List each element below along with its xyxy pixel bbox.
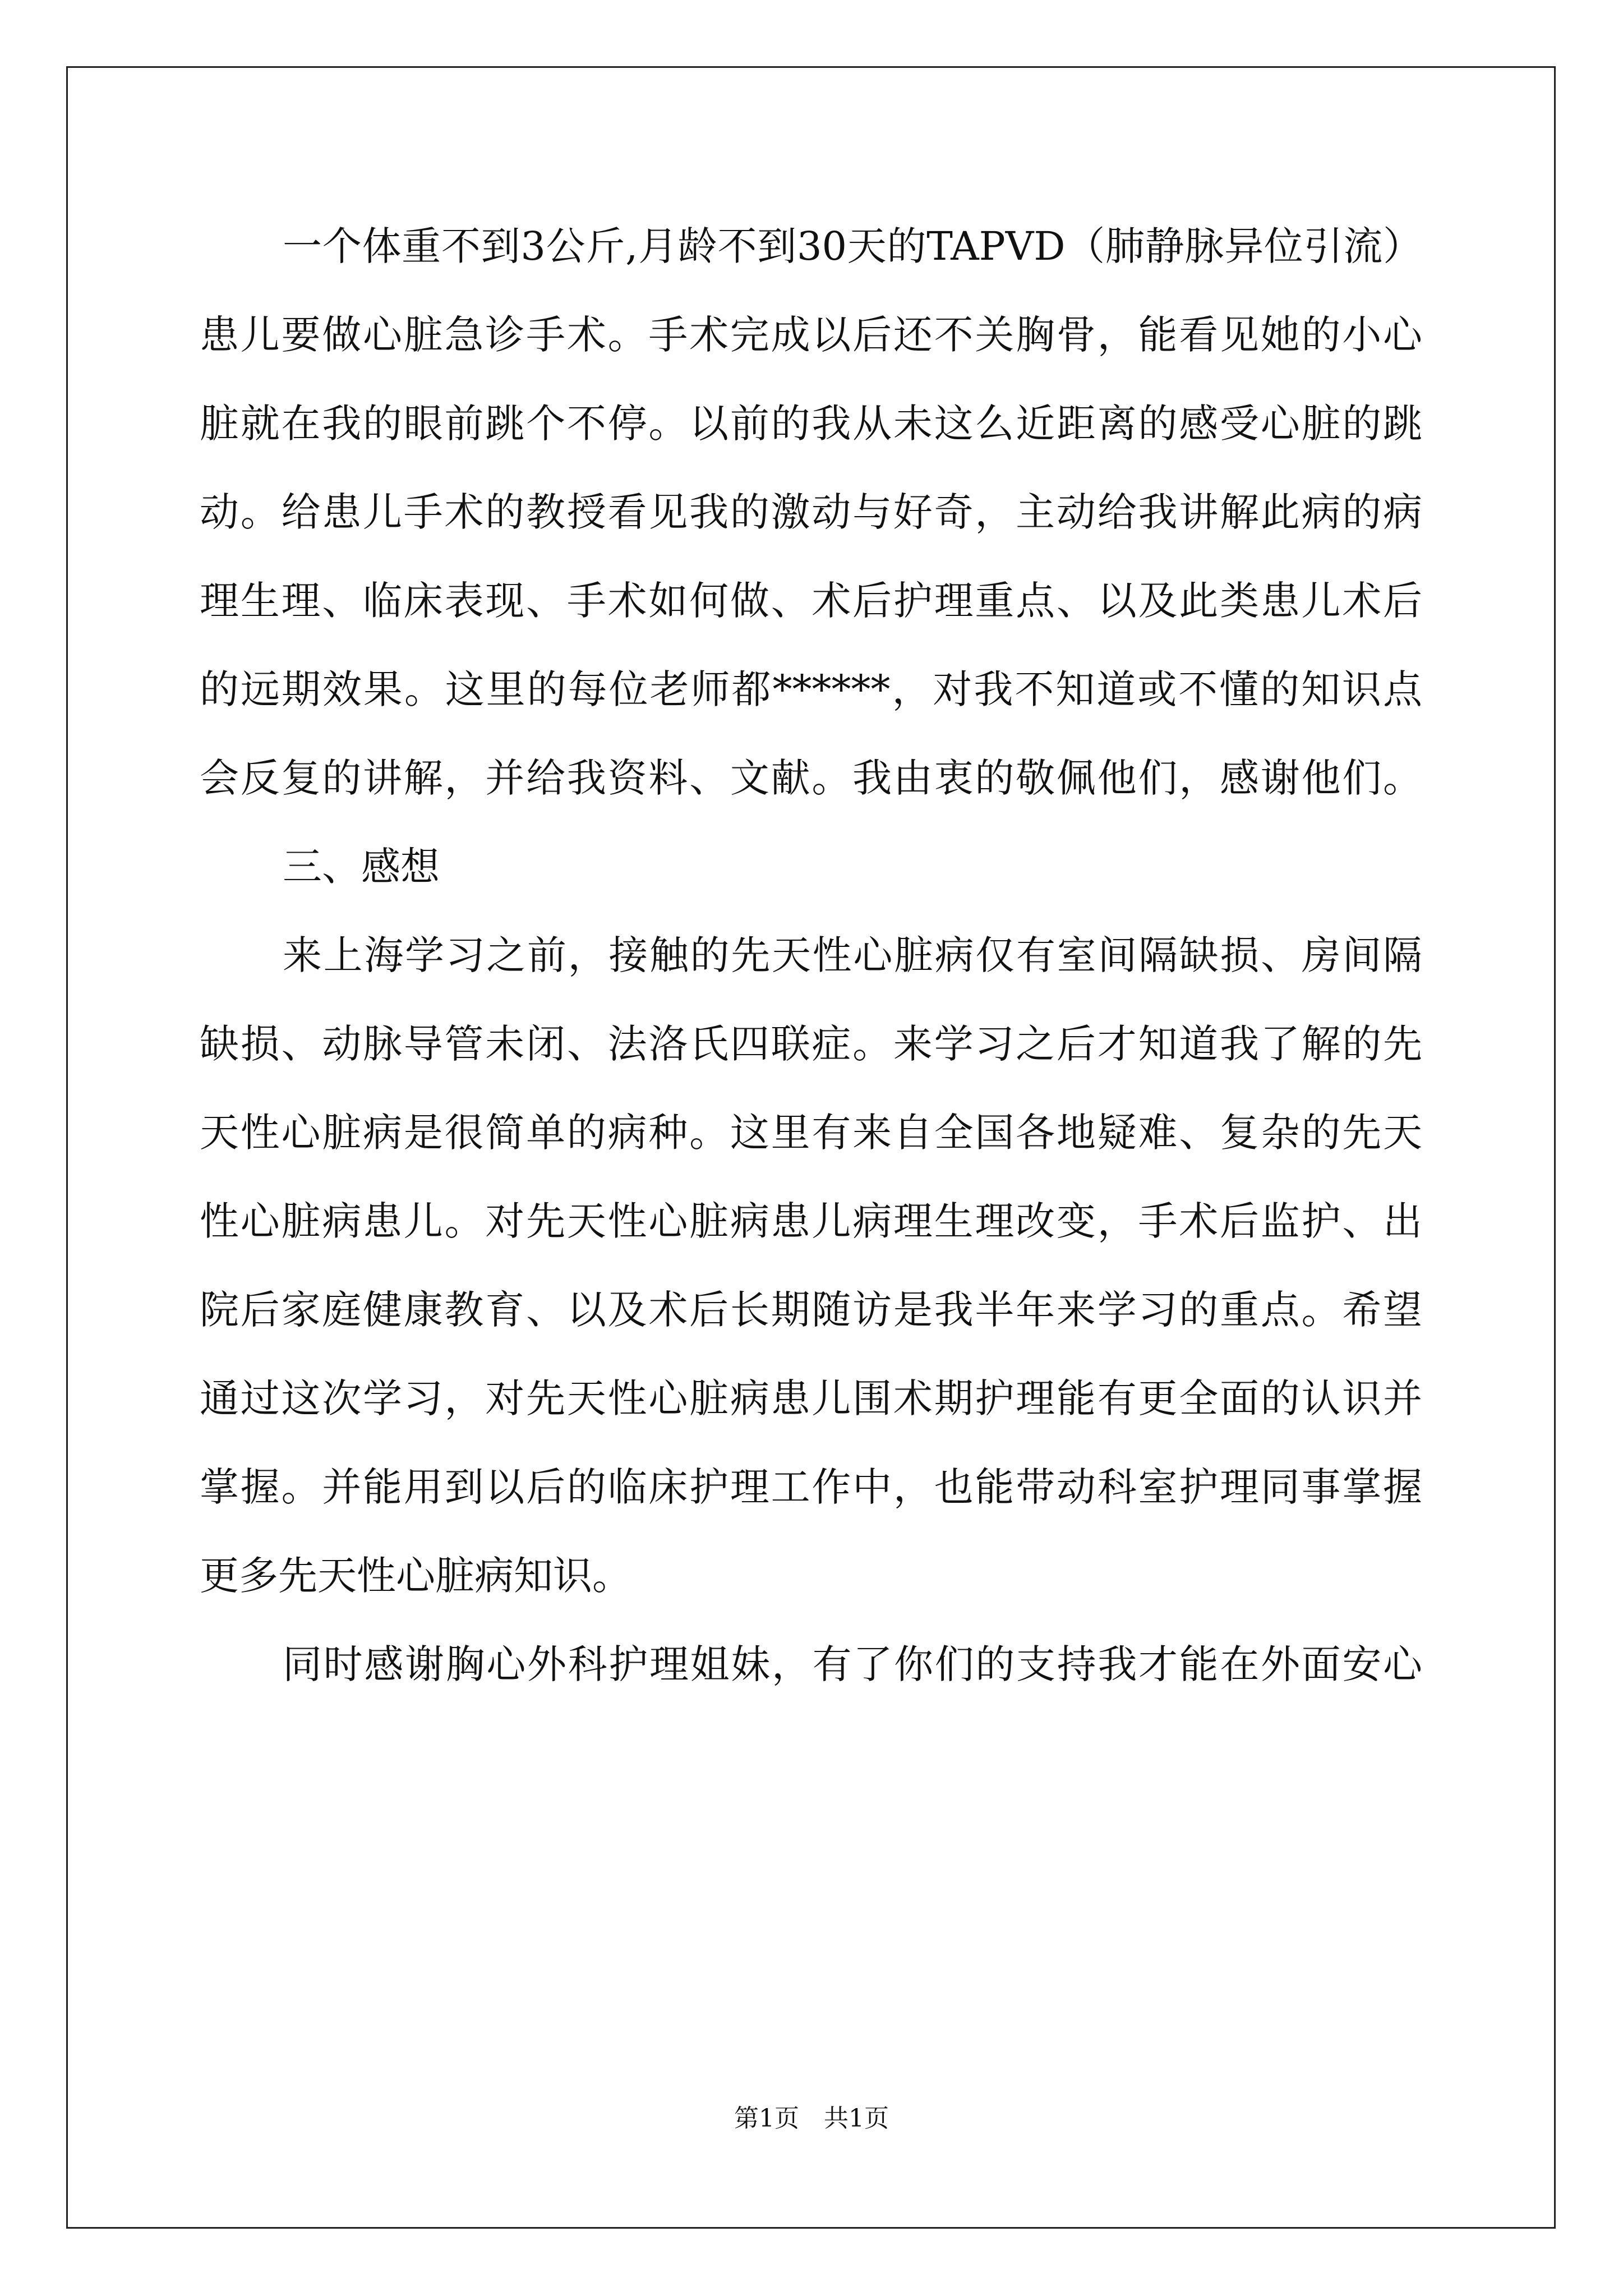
paragraph-line: 理生理、临床表现、手术如何做、术后护理重点、以及此类患儿术后 [200, 578, 1422, 624]
page-number-footer: 第1页 共1页 [734, 2104, 889, 2133]
document-body [200, 202, 1422, 1709]
paragraph-line: 更多先天性心脏病知识。 [200, 1553, 631, 1599]
section-heading: 三、感想 [283, 844, 440, 890]
paragraph-line: 脏就在我的眼前跳个不停。以前的我从未这么近距离的感受心脏的跳 [200, 401, 1422, 447]
paragraph-line: 缺损、动脉导管未闭、法洛氏四联症。来学习之后才知道我了解的先 [200, 1021, 1422, 1067]
paragraph-line: 会反复的讲解，并给我资料、文献。我由衷的敬佩他们，感谢他们。 [200, 755, 1422, 801]
paragraph-line: 同时感谢胸心外科护理姐妹，有了你们的支持我才能在外面安心 [283, 1641, 1422, 1687]
paragraph-line: 掌握。并能用到以后的临床护理工作中，也能带动科室护理同事掌握 [200, 1464, 1422, 1510]
paragraph-line: 的远期效果。这里的每位老师都******，对我不知道或不懂的知识点 [200, 666, 1422, 712]
paragraph-line: 一个体重不到3公斤,月龄不到30天的TAPVD（肺静脉异位引流） [283, 223, 1422, 269]
paragraph-line: 通过这次学习，对先天性心脏病患儿围术期护理能有更全面的认识并 [200, 1375, 1422, 1421]
paragraph-line: 性心脏病患儿。对先天性心脏病患儿病理生理改变，手术后监护、出 [200, 1198, 1422, 1244]
paragraph-line: 院后家庭健康教育、以及术后长期随访是我半年来学习的重点。希望 [200, 1287, 1422, 1333]
paragraph-line: 患儿要做心脏急诊手术。手术完成以后还不关胸骨，能看见她的小心 [200, 312, 1422, 358]
paragraph-line: 来上海学习之前，接触的先天性心脏病仅有室间隔缺损、房间隔 [283, 932, 1422, 978]
paragraph-line: 天性心脏病是很简单的病种。这里有来自全国各地疑难、复杂的先天 [200, 1110, 1422, 1156]
paragraph-line: 动。给患儿手术的教授看见我的激动与好奇，主动给我讲解此病的病 [200, 489, 1422, 535]
